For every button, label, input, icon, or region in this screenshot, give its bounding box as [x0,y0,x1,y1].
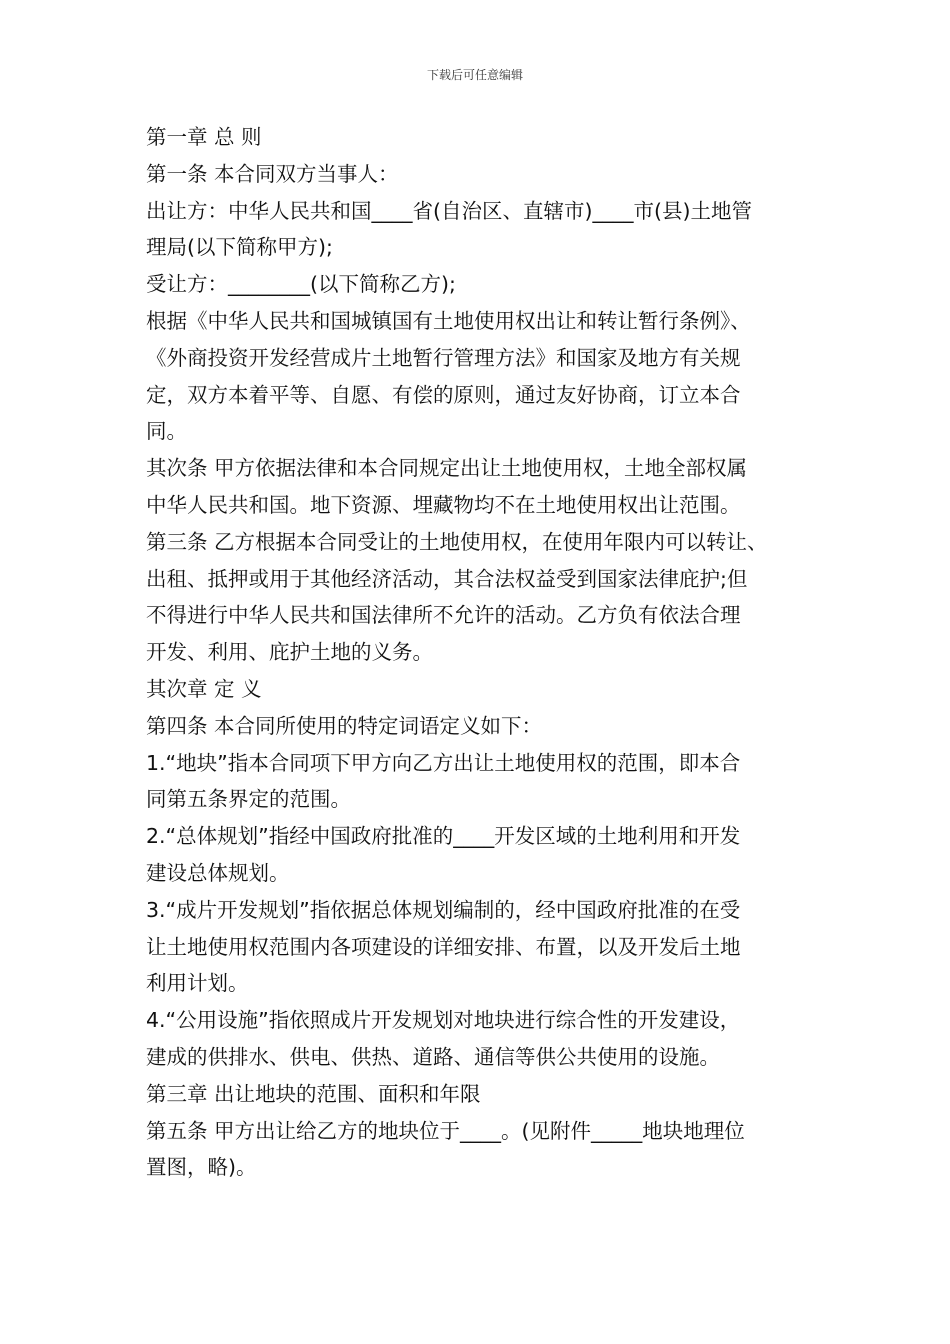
text-line: 利用计划。 [146,971,249,996]
document-body [146,119,811,1186]
text-line: 3.“成片开发规划”指依据总体规划编制的，经中国政府批准的在受 [146,897,741,922]
text-line: 同。 [146,419,187,444]
text-line: 《外商投资开发经营成片土地暂行管理方法》和国家及地方有关规 [146,345,741,370]
text-line: 第一条 本合同双方当事人： [146,161,399,186]
text-line: 其次条 甲方依据法律和本合同规定出让土地使用权，土地全部权属 [146,456,748,481]
chapter-heading: 其次章 定 义 [146,676,262,701]
text-line: 出让方：中华人民共和国____省(自治区、直辖市)____市(县)土地管 [146,198,752,223]
text-line: 受让方：________(以下简称乙方); [146,272,456,297]
text-line: 2.“总体规划”指经中国政府批准的____开发区域的土地利用和开发 [146,824,741,849]
text-line: 出租、抵押或用于其他经济活动，其合法权益受到国家法律庇护;但 [146,566,748,591]
text-line: 第五条 甲方出让给乙方的地块位于____。(见附件_____地块地理位 [146,1118,745,1143]
text-line: 根据《中华人民共和国城镇国有土地使用权出让和转让暂行条例》、 [146,308,751,333]
text-line: 同第五条界定的范围。 [146,787,351,812]
text-line: 定，双方本着平等、自愿、有偿的原则，通过友好协商，订立本合 [146,382,741,407]
text-line: 1.“地块”指本合同项下甲方向乙方出让土地使用权的范围，即本合 [146,750,741,775]
text-line: 中华人民共和国。地下资源、埋藏物均不在土地使用权出让范围。 [146,492,741,517]
text-line: 置图，略)。 [146,1155,257,1180]
header-note: 下载后可任意编辑 [426,68,523,82]
text-line: 建成的供排水、供电、供热、道路、通信等供公共使用的设施。 [146,1044,720,1069]
text-line: 建设总体规划。 [146,860,290,885]
text-line: 第三条 乙方根据本合同受让的土地使用权，在使用年限内可以转让、 [146,529,768,554]
chapter-heading: 第三章 出让地块的范围、面积和年限 [146,1081,481,1106]
text-line: 4.“公用设施”指依照成片开发规划对地块进行综合性的开发建设， [146,1008,741,1033]
chapter-heading: 第一章 总 则 [146,125,262,149]
text-line: 第四条 本合同所使用的特定词语定义如下： [146,713,543,738]
text-line: 理局(以下简称甲方); [146,235,333,260]
text-line: 开发、利用、庇护土地的义务。 [146,640,433,665]
text-line: 让土地使用权范围内各项建设的详细安排、布置，以及开发后土地 [146,934,741,959]
text-line: 不得进行中华人民共和国法律所不允许的活动。乙方负有依法合理 [146,603,741,628]
